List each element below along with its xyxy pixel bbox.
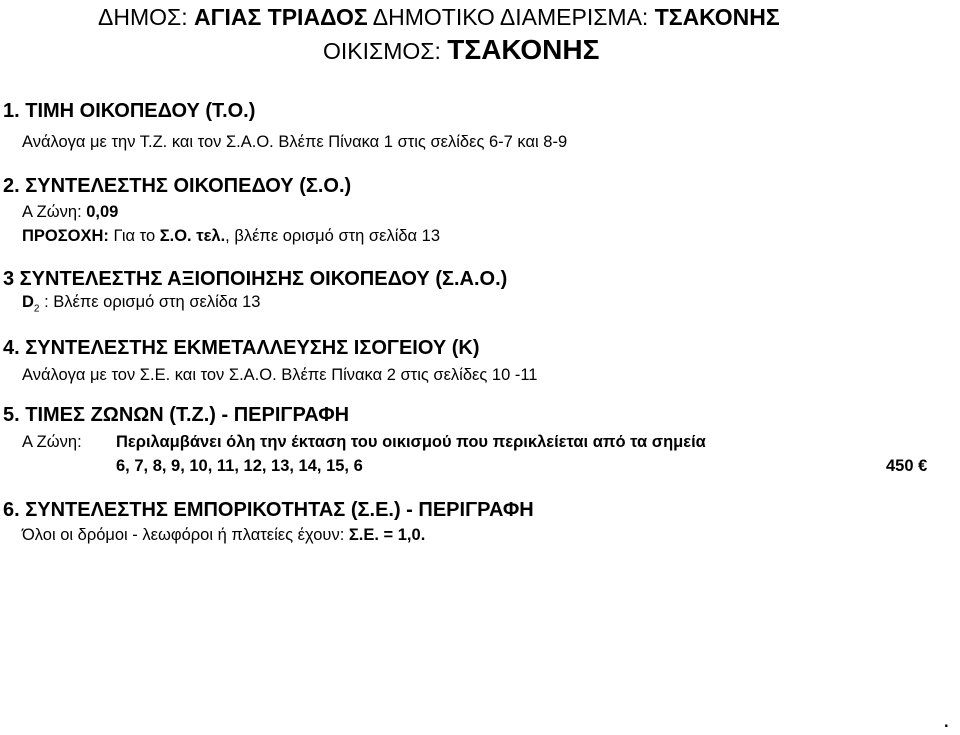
settlement-line [323, 36, 599, 64]
municipality-value: ΑΓΙΑΣ ΤΡΙΑΔΟΣ [194, 4, 368, 30]
section-2-zone [22, 204, 118, 221]
section-1-title: 1. ΤΙΜΗ ΟΙΚΟΠΕΔΟΥ (Τ.Ο.) [3, 100, 256, 122]
price-value: 450 [886, 457, 914, 475]
note-bold: Σ.Ο. τελ. [159, 227, 226, 245]
note-label: ΠΡΟΣΟΧΗ: [22, 227, 114, 245]
settlement-value: ΤΣΑΚΟΝΗΣ [447, 34, 600, 65]
section-3-desc: : Βλέπε ορισμό στη σελίδα 13 [39, 293, 261, 311]
section-5-description-1: Περιλαμβάνει όλη την έκταση του οικισμού που περικλείεται από τα σημεία [116, 433, 706, 451]
zone-price [886, 458, 927, 475]
section-4-text: Ανάλογα με τον Σ.Ε. και τον Σ.Α.Ο. Βλέπε Πίνακα 2 στις σελίδες 10 -11 [22, 366, 538, 384]
section-6-value: Σ.Ε. = 1,0. [348, 526, 426, 544]
zone-value: 0,09 [86, 203, 119, 221]
section-6-text [22, 527, 425, 544]
section-4-title: 4. ΣΥΝΤΕΛΕΣΤΗΣ ΕΚΜΕΤΑΛΛΕΥΣΗΣ ΙΣΟΓΕΙΟΥ (Κ) [3, 337, 480, 359]
zone-label: Α Ζώνη: [22, 203, 87, 221]
section-2-title: 2. ΣΥΝΤΕΛΕΣΤΗΣ ΟΙΚΟΠΕΔΟΥ (Σ.Ο.) [3, 175, 352, 197]
section-3-title: 3 ΣΥΝΤΕΛΕΣΤΗΣ ΑΞΙΟΠΟΙΗΣΗΣ ΟΙΚΟΠΕΔΟΥ (Σ.Α.Ο.) [3, 268, 508, 290]
d2-subscript: 2 [33, 303, 40, 315]
section-6-desc: Όλοι οι δρόμοι - λεωφόροι ή πλατείες έχουν: [22, 526, 349, 544]
note-text-b: , βλέπε ορισμό στη σελίδα 13 [225, 227, 441, 245]
section-3-text [22, 294, 260, 314]
section-5-description-2: 6, 7, 8, 9, 10, 11, 12, 13, 14, 15, 6 [116, 457, 363, 475]
section-5-zone-label: Α Ζώνη: [22, 433, 82, 451]
note-text-a: Για το [113, 227, 160, 245]
district-value: ΤΣΑΚΟΝΗΣ [654, 4, 780, 30]
settlement-label: ΟΙΚΙΣΜΟΣ: [323, 38, 448, 64]
section-1-text: Ανάλογα με την Τ.Ζ. και τον Σ.Α.Ο. Βλέπε Πίνακα 1 στις σελίδες 6-7 και 8-9 [22, 133, 568, 151]
section-2-note [22, 228, 440, 245]
section-6-title: 6. ΣΥΝΤΕΛΕΣΤΗΣ ΕΜΠΟΡΙΚΟΤΗΤΑΣ (Σ.Ε.) - ΠΕΡΙΓΡΑΦΗ [3, 499, 534, 521]
d2-symbol: D [22, 293, 34, 311]
district-label: ΔΗΜΟΤΙΚΟ ΔΙΑΜΕΡΙΣΜΑ: [367, 4, 655, 30]
footer-dot: . [944, 713, 949, 731]
section-5-title: 5. ΤΙΜΕΣ ΖΩΝΩΝ (Τ.Ζ.) - ΠΕΡΙΓΡΑΦΗ [3, 404, 350, 426]
euro-icon: € [918, 457, 928, 475]
municipality-label: ΔΗΜΟΣ: [98, 4, 195, 30]
municipality-line [98, 6, 780, 29]
